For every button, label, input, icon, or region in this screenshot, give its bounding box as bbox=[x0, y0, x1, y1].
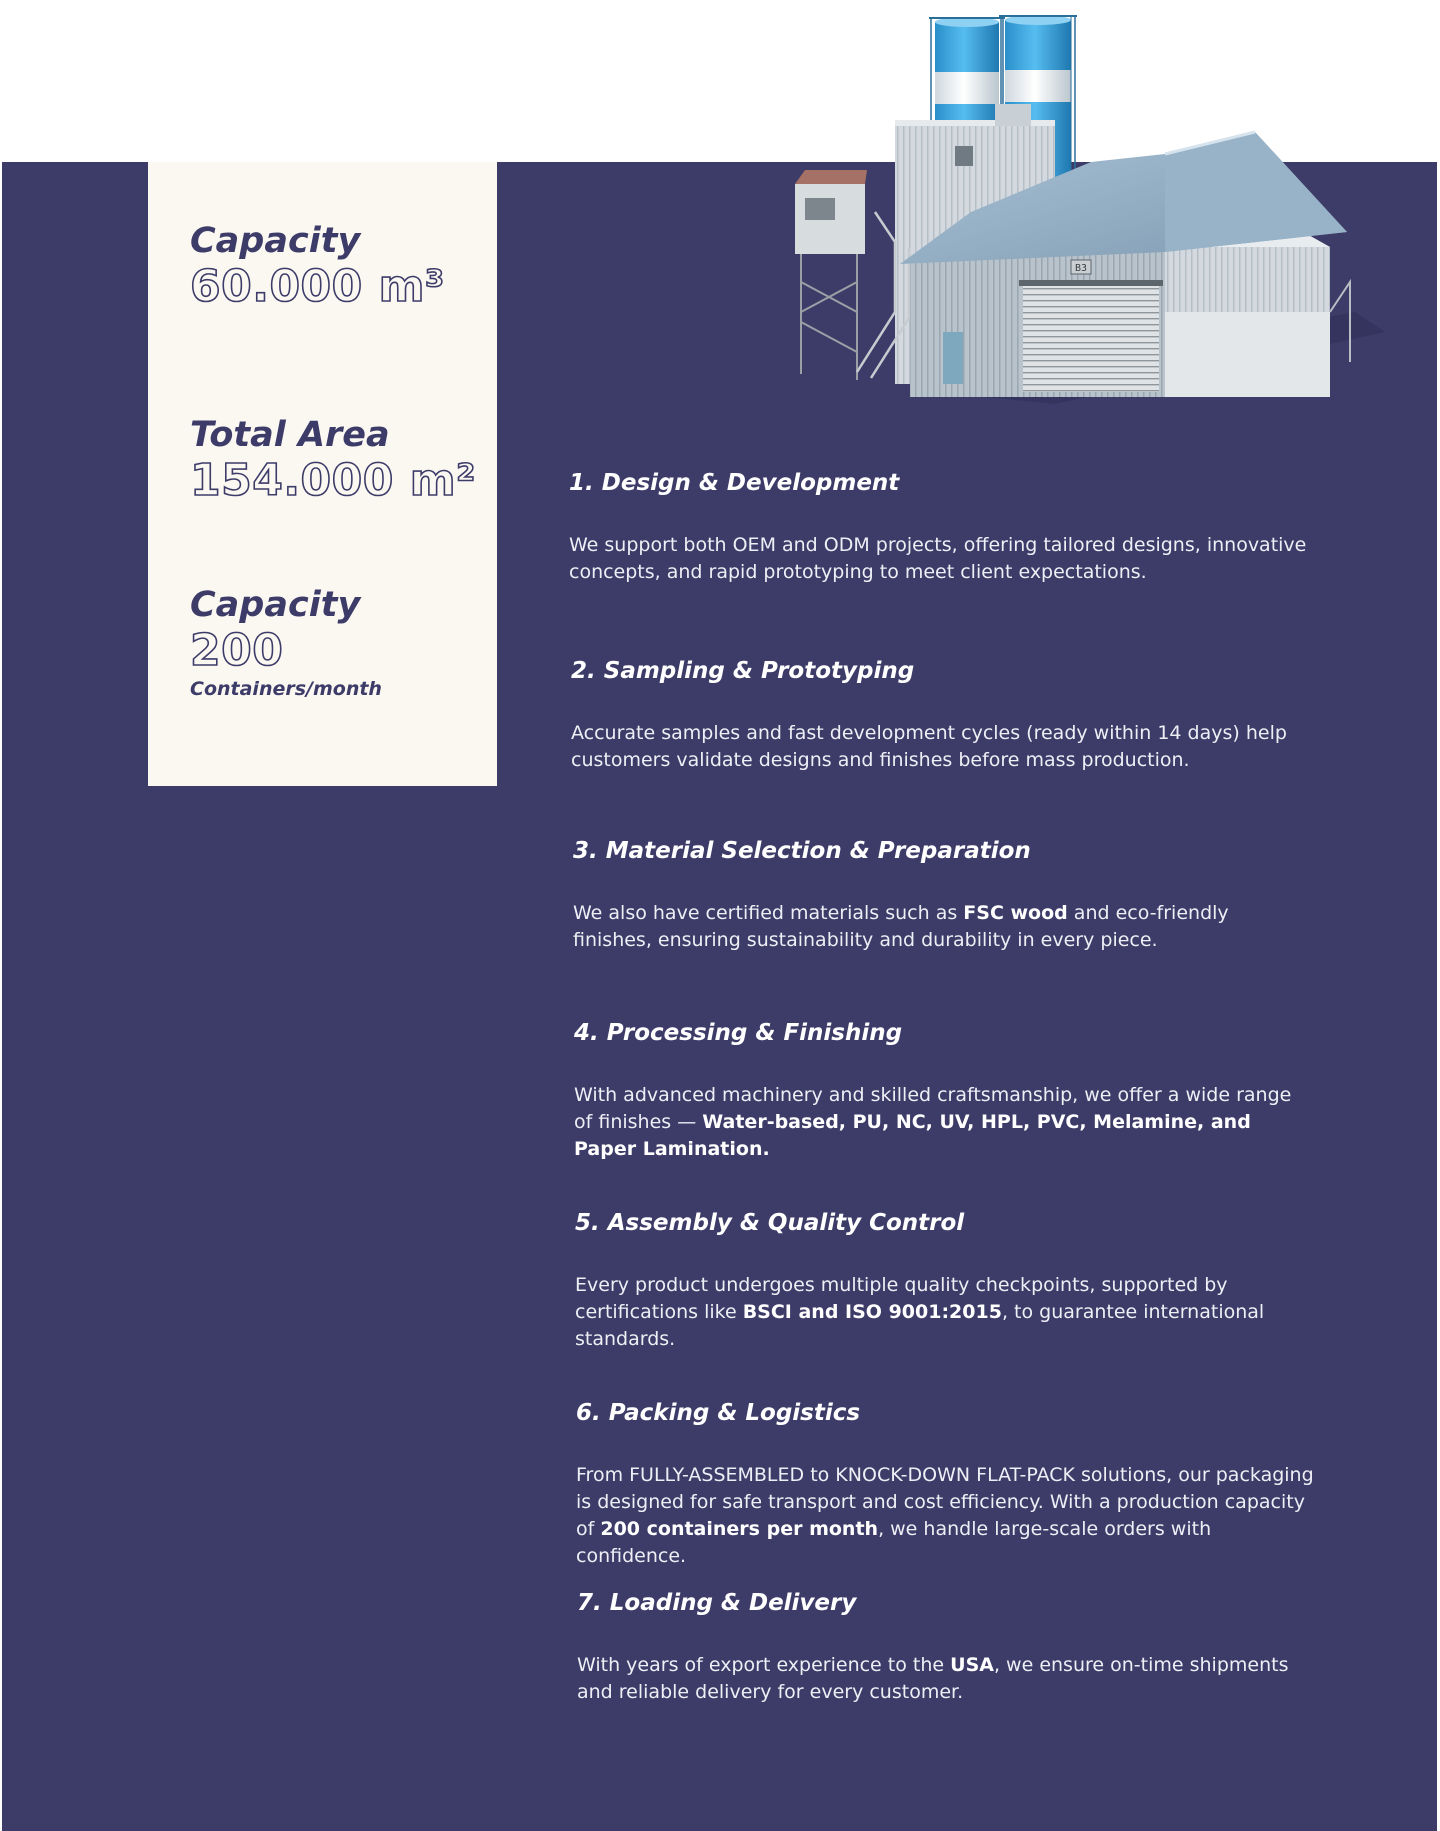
step-body bbox=[571, 720, 1311, 774]
step-title: 3. Material Selection & Preparation bbox=[573, 838, 1031, 864]
step-packing-logistics bbox=[576, 1398, 1336, 1570]
step-sampling-prototyping bbox=[571, 656, 1331, 774]
stat-label: Total Area bbox=[190, 415, 390, 455]
body-text: With years of export experience to the bbox=[577, 1654, 951, 1676]
step-body bbox=[573, 900, 1313, 954]
emphasis-text: Water-based, PU, NC, UV, HPL, PVC, Melamine, and Paper Lamination. bbox=[574, 1111, 1251, 1160]
stat-unit: Containers/month bbox=[190, 678, 382, 700]
factory-illustration bbox=[795, 12, 1385, 407]
stat-total-area bbox=[190, 414, 476, 506]
body-text: Every product undergoes multiple quality checkpoints, supported by certifications like bbox=[575, 1274, 1228, 1323]
body-text: , we handle large-scale orders with confidence. bbox=[576, 1518, 1212, 1567]
step-title: 2. Sampling & Prototyping bbox=[571, 658, 915, 684]
body-text: , we ensure on-time shipments and reliable delivery for every customer. bbox=[577, 1654, 1289, 1703]
body-text: From FULLY-ASSEMBLED to KNOCK-DOWN FLAT-PACK solutions, our packaging is designed for safe transport and cost efficiency. With a production capacity of bbox=[576, 1464, 1314, 1540]
step-title: 1. Design & Development bbox=[569, 470, 900, 496]
stat-value: 154.000 m² bbox=[190, 455, 476, 506]
body-text: , to guarantee international standards. bbox=[575, 1301, 1265, 1350]
step-title: 7. Loading & Delivery bbox=[577, 1590, 857, 1616]
stat-label: Capacity bbox=[190, 585, 361, 625]
emphasis-text: BSCI and ISO 9001:2015 bbox=[742, 1301, 1002, 1323]
step-body bbox=[569, 532, 1309, 586]
emphasis-text: USA bbox=[950, 1654, 994, 1676]
building-sign: B3 bbox=[1074, 263, 1088, 274]
step-assembly-quality bbox=[575, 1208, 1335, 1353]
step-body bbox=[575, 1272, 1315, 1353]
stat-label: Capacity bbox=[190, 221, 361, 261]
step-title: 6. Packing & Logistics bbox=[576, 1400, 861, 1426]
step-body bbox=[574, 1082, 1314, 1163]
step-loading-delivery bbox=[577, 1588, 1337, 1706]
step-design-development bbox=[569, 468, 1329, 586]
step-body bbox=[577, 1652, 1317, 1706]
stat-value: 60.000 m³ bbox=[190, 261, 445, 312]
stat-capacity-containers bbox=[190, 584, 382, 700]
step-body bbox=[576, 1462, 1316, 1570]
body-text: With advanced machinery and skilled craftsmanship, we offer a wide range of finishes — bbox=[574, 1084, 1292, 1133]
body-text: We support both OEM and ODM projects, offering tailored designs, innovative concepts, and rapid prototyping to meet client expectations. bbox=[569, 534, 1307, 583]
step-processing-finishing bbox=[574, 1018, 1334, 1163]
step-title: 4. Processing & Finishing bbox=[574, 1020, 903, 1046]
body-text: Accurate samples and fast development cycles (ready within 14 days) help customers validate designs and finishes before mass production. bbox=[571, 722, 1287, 771]
stat-value: 200 bbox=[190, 625, 284, 676]
body-text: and eco-friendly finishes, ensuring sustainability and durability in every piece. bbox=[573, 902, 1229, 951]
emphasis-text: 200 containers per month bbox=[600, 1518, 879, 1540]
stat-capacity-volume bbox=[190, 220, 445, 312]
stats-card bbox=[148, 162, 497, 786]
step-title: 5. Assembly & Quality Control bbox=[575, 1210, 965, 1236]
step-material-selection bbox=[573, 836, 1333, 954]
emphasis-text: FSC wood bbox=[963, 902, 1068, 924]
body-text: We also have certified materials such as bbox=[573, 902, 964, 924]
